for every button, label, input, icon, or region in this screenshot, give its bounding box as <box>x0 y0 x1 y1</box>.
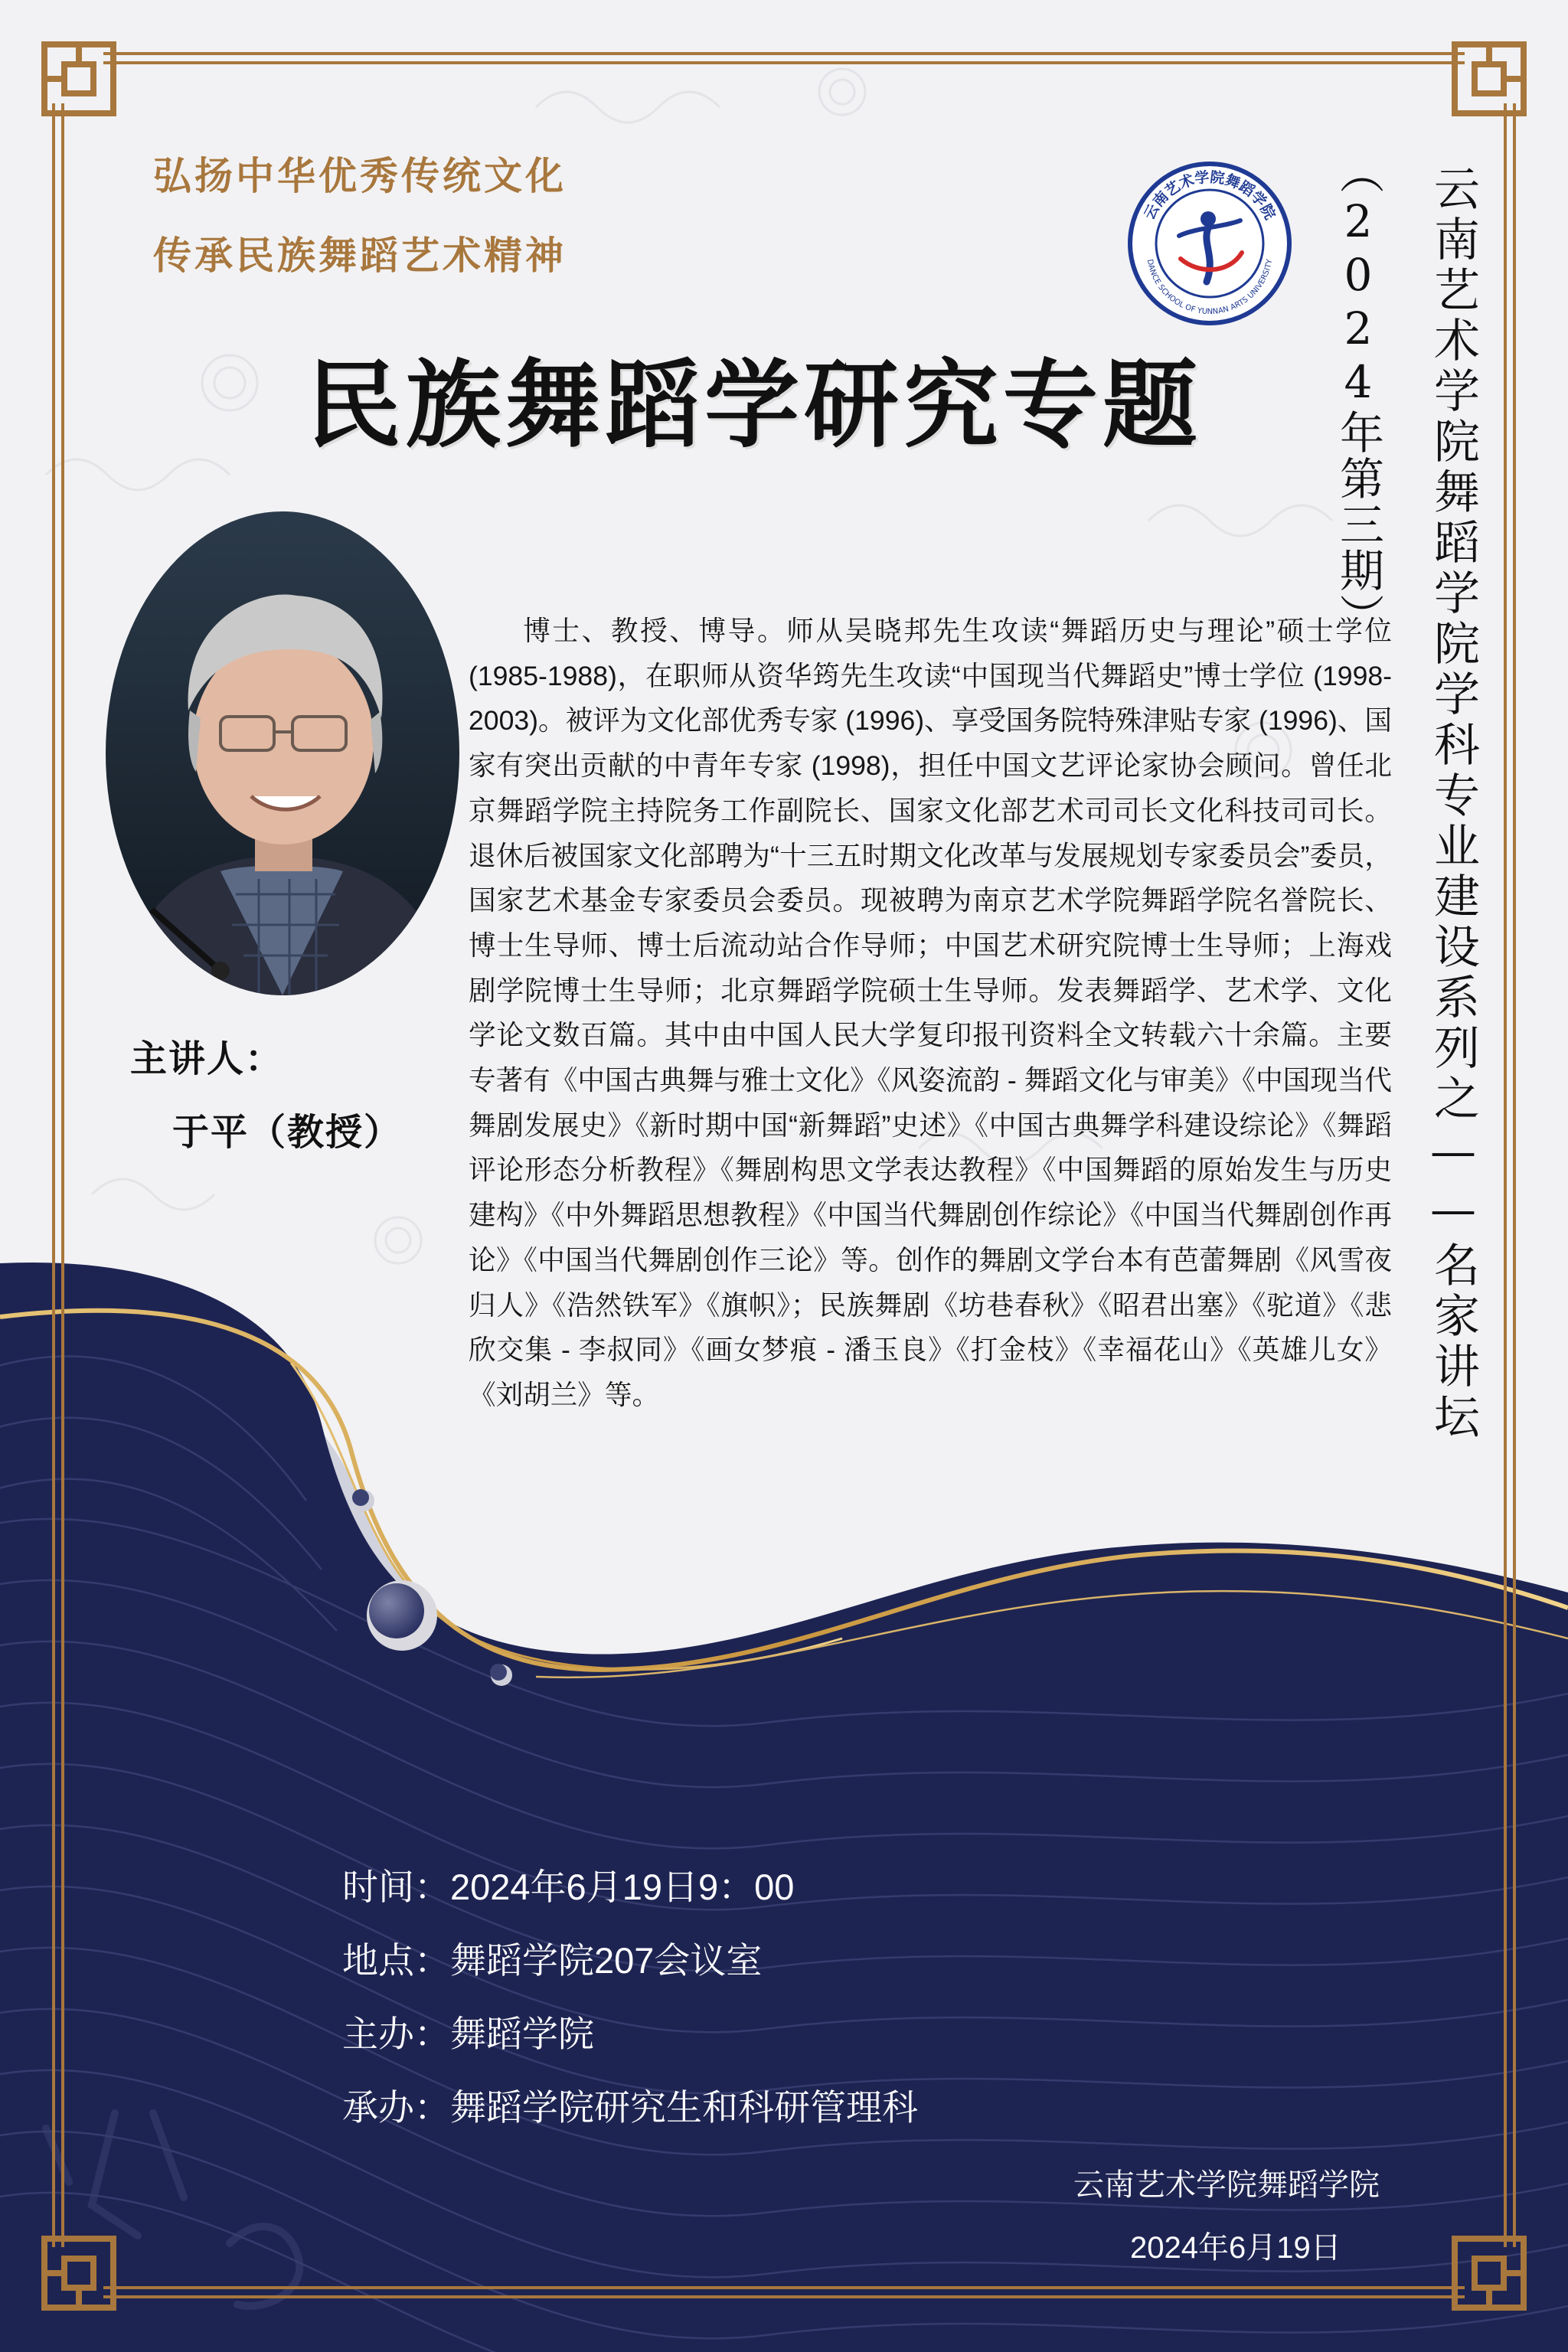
logo-text-en: DANCE SCHOOL OF YUNNAN ARTS UNIVERSITY <box>1145 258 1275 317</box>
speaker-portrait <box>106 511 459 995</box>
issue-label: （2024年第三期） <box>1332 149 1384 639</box>
footer-organization: 云南艺术学院舞蹈学院 <box>1073 2168 1380 2202</box>
slogan-line-2: 传承民族舞蹈艺术精神 <box>153 233 567 278</box>
series-title: 云南艺术学院舞蹈学院学科专业建设系列之——名家讲坛 <box>1426 165 1480 1443</box>
event-place: 地点：舞蹈学院207会议室 <box>342 1940 763 1981</box>
speaker-label: 主讲人： <box>130 1037 284 1080</box>
logo-text-cn: 云南艺术学院舞蹈学院 <box>1141 168 1279 223</box>
event-host: 主办：舞蹈学院 <box>342 2014 594 2054</box>
footer-date: 2024年6月19日 <box>1130 2231 1341 2265</box>
speaker-bio: 博士、教授、博导。师从吴晓邦先生攻读“舞蹈历史与理论”硕士学位 (1985-1988)，在职师从资华筠先生攻读“中国现当代舞蹈史”博士学位 (1998-2003)。被评为文化部优秀专家 (1996)、享受国务院特殊津贴专家 (1996)、国家有突出贡献的中青年专家 (1998)，担任中国文艺评论家协会顾问。曾任北京舞蹈学院主持院务工作副院长、国家文化部艺术司司长文化科技司司长。退休后被国家文化部聘为“十三五时期文化改革与发展规划专家委员会”委员，国家艺术基金专家委员会委员。现被聘为南京艺术学院舞蹈学院名誉院长、博士生导师、博士后流动站合作导师；中国艺术研究院博士生导师；上海戏剧学院博士生导师；北京舞蹈学院硕士生导师。发表舞蹈学、艺术学、文化学论文数百篇。其中由中国人民大学复印报刊资料全文转载六十余篇。主要专著有《中国古典舞与雅士文化》《风姿流韵 - 舞蹈文化与审美》《中国现当代舞剧发展史》《新时期中国“新舞蹈”史述》《中国古典舞学科建设综论》《舞蹈评论形态分析教程》《舞剧构思文学表达教程》《中国舞蹈的原始发生与历史建构》《中外舞蹈思想教程》《中国当代舞剧创作综论》《中国当代舞剧创作再论》《中国当代舞剧创作三论》等。创作的舞剧文学台本有芭蕾舞剧《风雪夜归人》《浩然铁军》《旗帜》；民族舞剧《坊巷春秋》《昭君出塞》《驼道》《悲欣交集 - 李叔同》《画女梦痕 - 潘玉良》《打金枝》《幸福花山》《英雄儿女》《刘胡兰》等。 <box>469 616 1392 1410</box>
main-title: 民族舞蹈学研究专题 <box>306 351 1203 461</box>
slogan-line-1: 弘扬中华优秀传统文化 <box>153 153 567 198</box>
event-time: 时间：2024年6月19日9：00 <box>342 1867 795 1907</box>
event-organizer: 承办：舞蹈学院研究生和科研管理科 <box>342 2087 918 2128</box>
speaker-name: 于平（教授） <box>172 1111 403 1154</box>
school-logo <box>1125 159 1294 328</box>
